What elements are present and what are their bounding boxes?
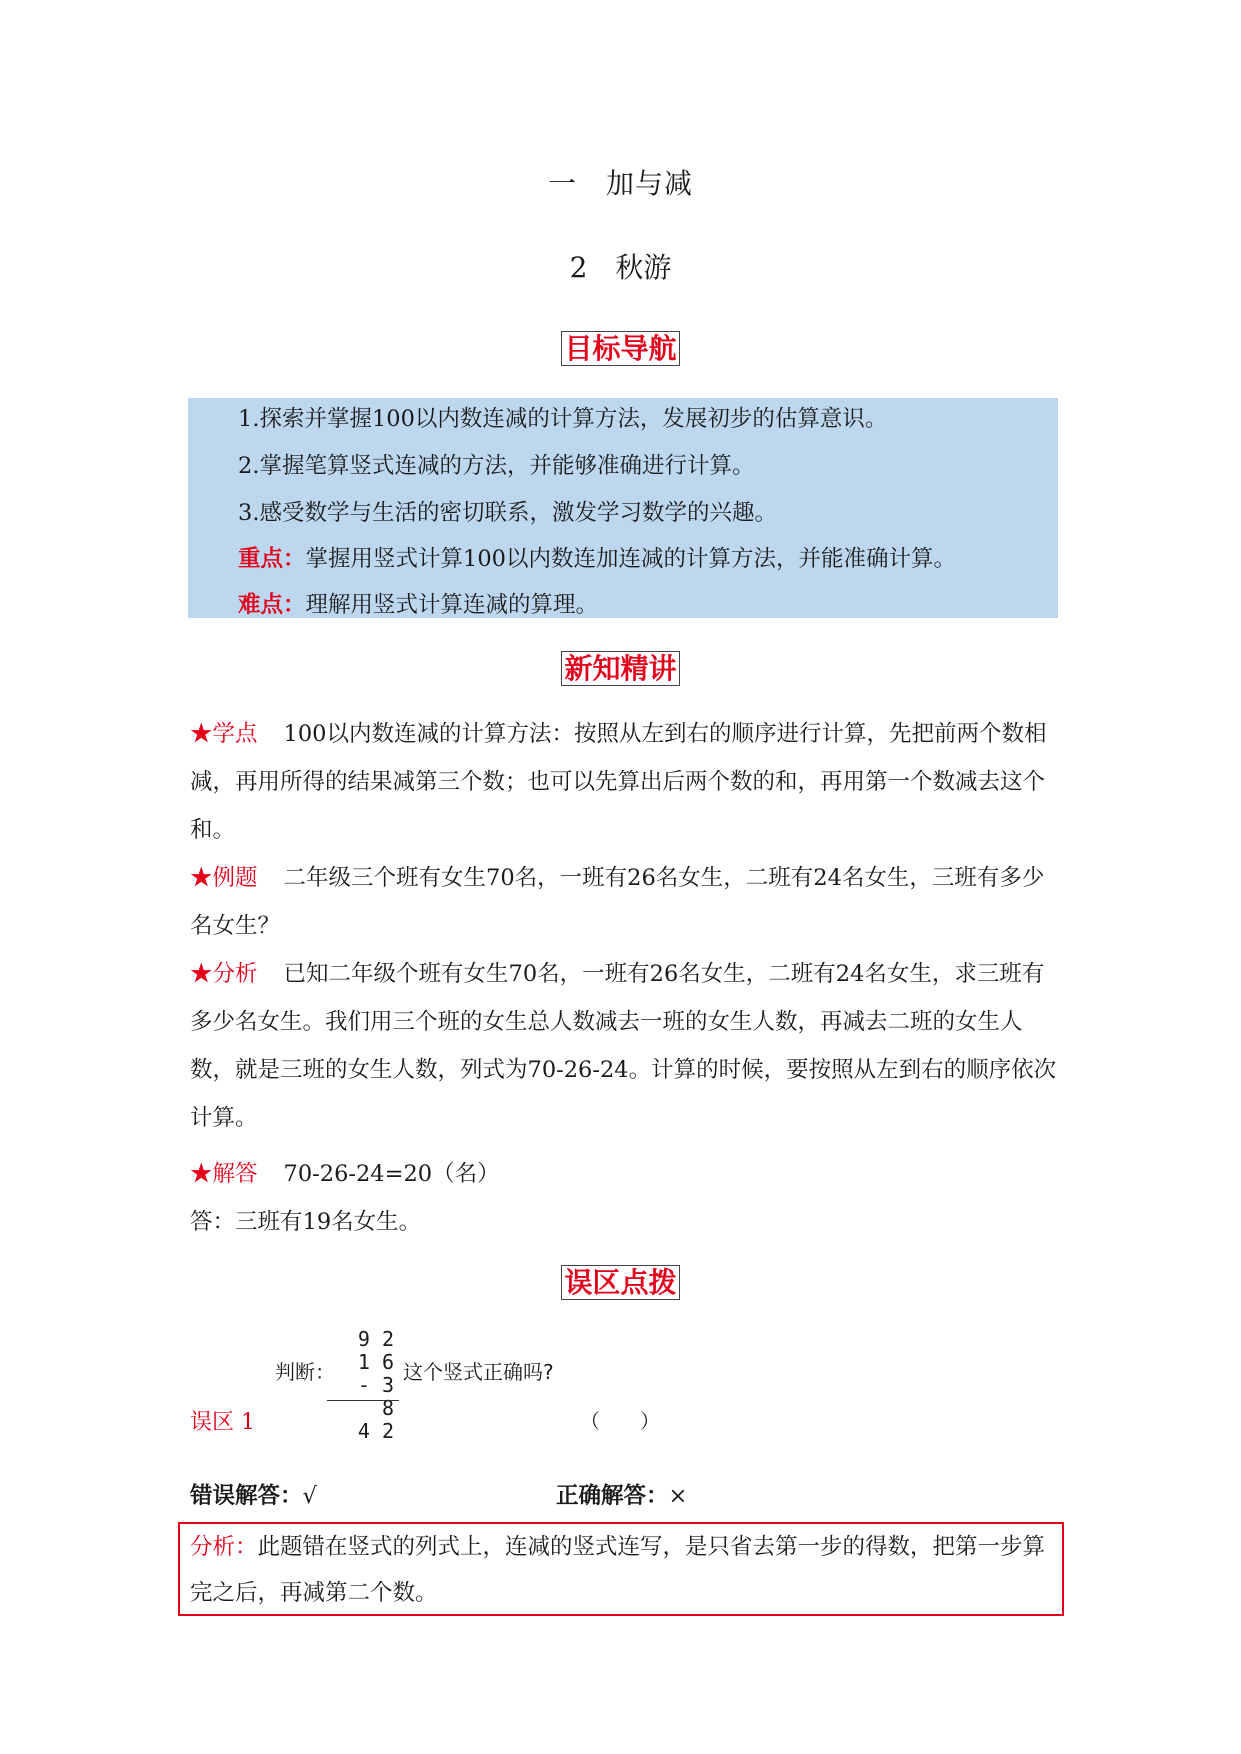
key-point-label: 重点： xyxy=(238,546,306,572)
vertical-row: 1 6 xyxy=(357,1350,394,1374)
key-point-text: 掌握用竖式计算100以内数连加连减的计算方法，并能准确计算。 xyxy=(305,546,956,572)
key-point xyxy=(238,544,956,574)
solution xyxy=(190,1159,500,1189)
goal-item: 1.探索并掌握100以内数连减的计算方法，发展初步的估算意识。 xyxy=(238,406,888,432)
analysis xyxy=(190,950,1060,1142)
judge-question: 这个竖式正确吗? xyxy=(403,1360,554,1384)
vertical-row: 9 2 xyxy=(357,1327,394,1351)
learning-point-text: 100以内数连减的计算方法：按照从左到右的顺序进行计算，先把前两个数相减，再用所得的结果减第三个数；也可以先算出后两个数的和，再用第一个数减去这个和。 xyxy=(190,721,1047,843)
right-answer xyxy=(556,1478,687,1510)
mistake-analysis-label: 分析： xyxy=(190,1534,258,1560)
example xyxy=(190,854,1060,950)
difficulty-label: 难点： xyxy=(238,592,306,618)
vertical-row: - 3 8 xyxy=(357,1373,394,1420)
goals-heading: 目标导航 xyxy=(561,331,679,366)
lesson-title: 2 秋游 xyxy=(569,251,672,284)
learning-point xyxy=(190,710,1060,854)
knowledge-heading-wrap xyxy=(0,650,1241,688)
goal-item: 2.掌握笔算竖式连减的方法，并能够准确进行计算。 xyxy=(238,453,755,479)
wrong-answer xyxy=(190,1478,317,1510)
mistake-analysis-text: 此题错在竖式的列式上，连减的竖式连写，是只省去第一步的得数，把第一步算完之后，再减第二个数。 xyxy=(190,1534,1046,1606)
knowledge-heading: 新知精讲 xyxy=(561,651,679,686)
goals-heading-wrap xyxy=(0,330,1241,368)
final-answer: 答：三班有19名女生。 xyxy=(190,1209,422,1235)
difficulty-point xyxy=(238,590,598,620)
solution-label: ★解答 xyxy=(190,1161,258,1187)
mistake-zone-label: 误区 1 xyxy=(190,1410,255,1435)
vertical-result: 4 2 xyxy=(357,1419,394,1443)
judge-label: 判断： xyxy=(275,1360,335,1384)
wrong-answer-value: √ xyxy=(302,1483,317,1509)
mistake-analysis-box xyxy=(178,1522,1064,1616)
mistakes-heading-wrap xyxy=(0,1264,1241,1302)
example-label: ★例题 xyxy=(190,865,258,891)
mistakes-heading: 误区点拨 xyxy=(561,1265,679,1300)
right-answer-label: 正确解答： xyxy=(556,1483,669,1509)
analysis-label: ★分析 xyxy=(190,961,258,987)
mistake-analysis xyxy=(190,1524,1052,1616)
learning-point-label: ★学点 xyxy=(190,721,258,747)
difficulty-text: 理解用竖式计算连减的算理。 xyxy=(305,592,599,618)
analysis-text: 已知二年级个班有女生70名，一班有26名女生，二班有24名女生，求三班有多少名女生。我们用三个班的女生总人数减去一班的女生人数，再减去二班的女生人数，就是三班的女生人数，列式为70-26-24。计算的时候，要按照从左到右的顺序依次计算。 xyxy=(190,961,1057,1131)
answer-blank: （ ） xyxy=(580,1409,660,1433)
example-text: 二年级三个班有女生70名，一班有26名女生，二班有24名女生，三班有多少名女生？ xyxy=(190,865,1045,939)
chapter-title: 一 加与减 xyxy=(547,167,693,200)
wrong-answer-label: 错误解答： xyxy=(190,1483,303,1509)
vertical-line xyxy=(327,1400,399,1401)
goal-item: 3.感受数学与生活的密切联系，激发学习数学的兴趣。 xyxy=(238,500,777,526)
solution-text: 70-26-24=20（名） xyxy=(283,1161,500,1187)
goals-panel xyxy=(188,398,1058,618)
right-answer-value: × xyxy=(668,1483,688,1509)
vertical-calculation xyxy=(356,1328,394,1443)
